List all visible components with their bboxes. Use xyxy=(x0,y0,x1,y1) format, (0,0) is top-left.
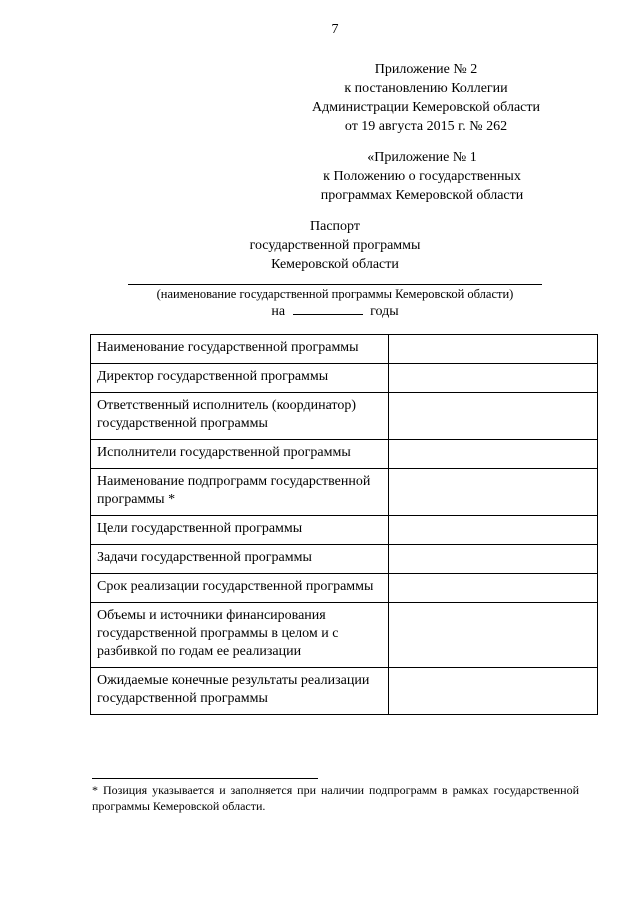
passport-title xyxy=(140,217,530,274)
row-value xyxy=(389,469,598,516)
row-label: Директор государственной программы xyxy=(91,364,389,393)
row-value xyxy=(389,364,598,393)
page-number: 7 xyxy=(331,22,339,37)
appendix-1-header xyxy=(272,148,572,205)
program-period xyxy=(120,302,550,321)
row-value xyxy=(389,668,598,715)
table-row xyxy=(91,335,598,364)
row-label: Наименование подпрограмм государственной программы * xyxy=(91,469,389,516)
program-name-blank-line xyxy=(128,284,542,285)
period-suffix: годы xyxy=(370,304,399,319)
row-value xyxy=(389,574,598,603)
row-label: Ответственный исполнитель (координатор) государственной программы xyxy=(91,393,389,440)
passport-title-line: государственной программы xyxy=(249,238,421,253)
row-value xyxy=(389,603,598,668)
appendix-1-line: к Положению о государственных xyxy=(323,169,521,184)
row-label: Исполнители государственной программы xyxy=(91,440,389,469)
table-row xyxy=(91,574,598,603)
row-label: Наименование государственной программы xyxy=(91,335,389,364)
appendix-2-line: от 19 августа 2015 г. № 262 xyxy=(344,119,508,134)
row-label: Срок реализации государственной программы xyxy=(91,574,389,603)
table-row xyxy=(91,469,598,516)
passport-table xyxy=(90,334,598,715)
table-row xyxy=(91,440,598,469)
appendix-2-line: Администрации Кемеровской области xyxy=(312,100,540,115)
period-blank xyxy=(293,302,363,315)
table-row xyxy=(91,545,598,574)
row-value xyxy=(389,516,598,545)
table-row xyxy=(91,668,598,715)
table-row xyxy=(91,364,598,393)
table-row xyxy=(91,516,598,545)
row-label: Объемы и источники финансирования государственной программы в целом и с разбивкой по годам ее реализации xyxy=(91,603,389,668)
row-label: Цели государственной программы xyxy=(91,516,389,545)
appendix-1-line: «Приложение № 1 xyxy=(367,150,477,165)
passport-title-line: Кемеровской области xyxy=(271,257,399,272)
footnote-rule xyxy=(92,778,318,779)
table-row xyxy=(91,393,598,440)
row-value xyxy=(389,440,598,469)
row-value xyxy=(389,545,598,574)
row-label: Ожидаемые конечные результаты реализации государственной программы xyxy=(91,668,389,715)
row-value xyxy=(389,335,598,364)
table-row xyxy=(91,603,598,668)
appendix-1-line: программах Кемеровской области xyxy=(320,188,524,203)
row-label: Задачи государственной программы xyxy=(91,545,389,574)
row-value xyxy=(389,393,598,440)
appendix-2-line: к постановлению Коллегии xyxy=(344,81,508,96)
appendix-2-header xyxy=(276,60,576,136)
footnote: * Позиция указывается и заполняется при наличии подпрограмм в рамках государственной программы Кемеровской области. xyxy=(92,783,579,813)
appendix-2-line: Приложение № 2 xyxy=(374,62,478,77)
period-prefix: на xyxy=(271,304,286,319)
program-name-caption: (наименование государственной программы Кемеровской области) xyxy=(156,287,514,301)
passport-title-line: Паспорт xyxy=(310,219,360,234)
